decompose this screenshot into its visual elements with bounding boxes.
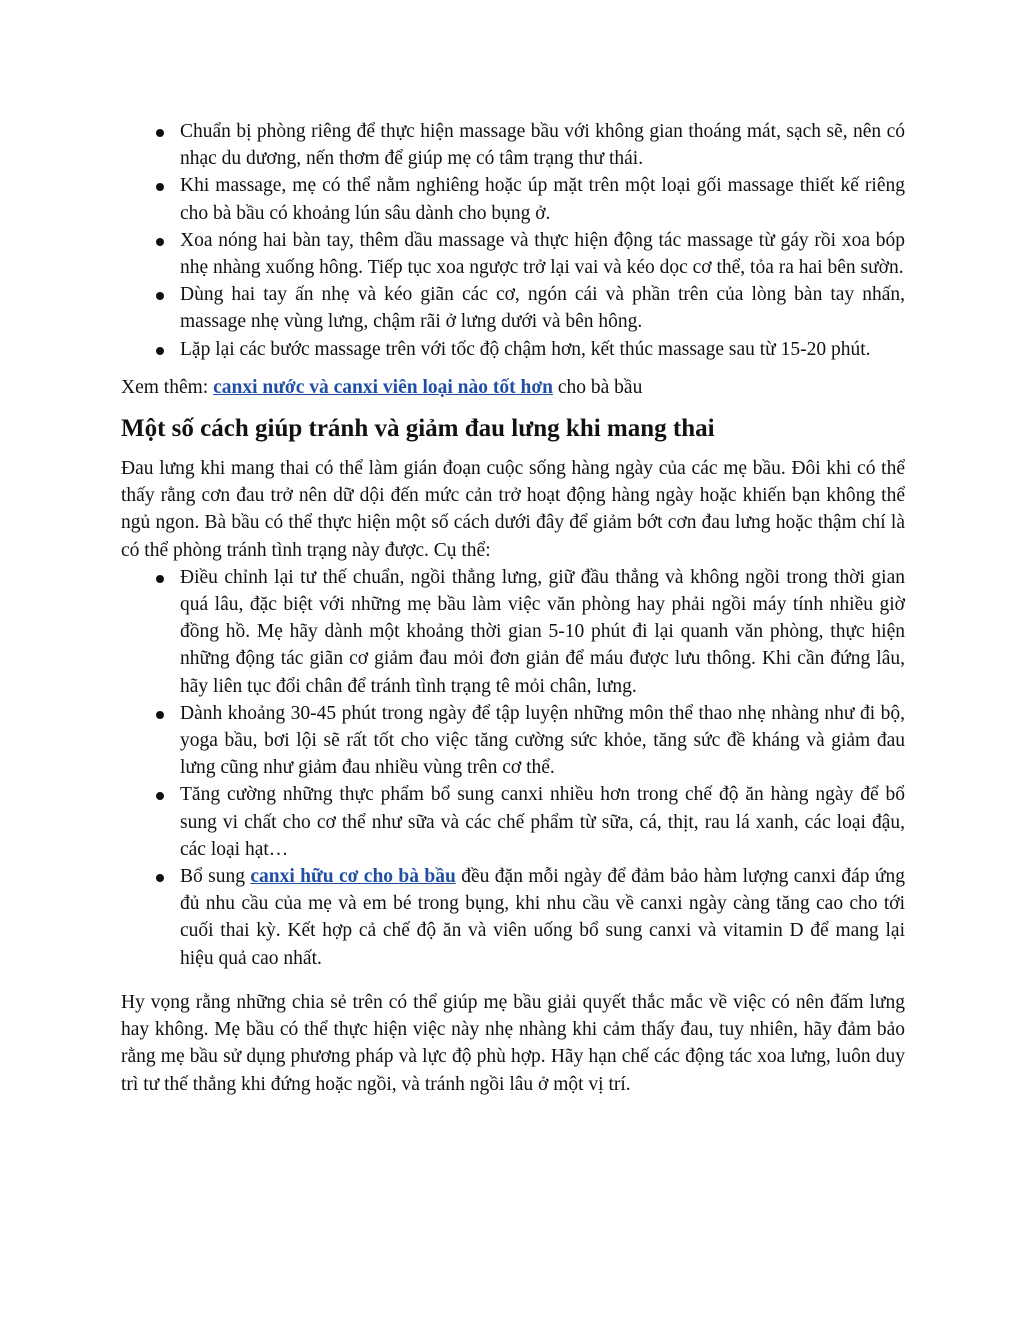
- bullet-icon: [156, 183, 164, 191]
- list-item-text: Dùng hai tay ấn nhẹ và kéo giãn các cơ, ngón cái và phần trên của lòng bàn tay nhấn, massage nhẹ vùng lưng, chậm rãi ở lưng dưới và bên hông.: [180, 284, 905, 333]
- bullet-icon: [156, 792, 164, 800]
- list-item: [121, 227, 905, 281]
- list-item-text: Xoa nóng hai bàn tay, thêm dầu massage và thực hiện động tác massage từ gáy rồi xoa bóp nhẹ nhàng xuống hông. Tiếp tục xoa ngược trở lại vai và kéo dọc cơ thể, tỏa ra hai bên sườn.: [180, 229, 905, 279]
- section-heading: Một số cách giúp tránh và giảm đau lưng khi mang thai: [121, 415, 715, 443]
- bullet-icon: [156, 874, 164, 882]
- conclusion-paragraph: Hy vọng rằng những chia sẻ trên có thể giúp mẹ bầu giải quyết thắc mắc về việc có nên đấm lưng hay không. Mẹ bầu có thể thực hiện việc này nhẹ nhàng khi cảm thấy đau, tuy nhiên, hãy đảm bảo rằng mẹ bầu sử dụng phương pháp và lực độ phù hợp. Hãy hạn chế các động tác xoa lưng, luôn duy trì tư thế thẳng khi đứng hoặc ngồi, và tránh ngồi lâu ở một vị trí.: [121, 991, 905, 1095]
- list-item: [121, 781, 905, 863]
- see-also-suffix: cho bà bầu: [553, 376, 643, 398]
- list-item-text: Chuẩn bị phòng riêng để thực hiện massage bầu với không gian thoáng mát, sạch sẽ, nên có nhạc du dương, nến thơm để giúp mẹ có tâm trạng thư thái.: [180, 121, 905, 170]
- massage-steps-list: [121, 118, 905, 363]
- list-item-text: Điều chỉnh lại tư thế chuẩn, ngồi thẳng lưng, giữ đầu thẳng và không ngồi trong thời gian quá lâu, đặc biệt với những mẹ bầu làm việc văn phòng hay phải ngồi máy tính nhiều giờ đồng hồ. Mẹ hãy dành một khoảng thời gian 5-10 phút đi lại quanh văn phòng, thực hiện những động tác giãn cơ giảm đau mỏi đơn giản để máu được lưu thông. Khi cần đứng lâu, hãy liên tục đổi chân để tránh tình trạng tê mỏi chân, lưng.: [180, 566, 905, 697]
- organic-calcium-link[interactable]: canxi hữu cơ cho bà bầu: [250, 866, 456, 888]
- calcium-comparison-link[interactable]: canxi nước và canxi viên loại nào tốt hơn: [213, 376, 553, 398]
- bullet-icon: [156, 292, 164, 300]
- list-item: [121, 863, 905, 972]
- bullet-icon: [156, 129, 164, 137]
- list-item-text: Dành khoảng 30-45 phút trong ngày để tập luyện những môn thể thao nhẹ nhàng như đi bộ, yoga bầu, bơi lội sẽ rất tốt cho việc tăng cường sức khỏe, tăng sức đề kháng và giảm đau lưng cũng như giảm đau nhiều vùng trên cơ thể.: [180, 702, 905, 779]
- list-item: [121, 336, 905, 363]
- bullet-icon: [156, 238, 164, 246]
- bullet-icon: [156, 347, 164, 355]
- list-item-text: Khi massage, mẹ có thể nằm nghiêng hoặc úp mặt trên một loại gối massage thiết kế riêng cho bà bầu có khoảng lún sâu dành cho bụng ở.: [180, 175, 905, 224]
- document-page: [121, 118, 905, 1098]
- list-item-text: Tăng cường những thực phẩm bổ sung canxi nhiều hơn trong chế độ ăn hàng ngày để bổ sung vi chất cho cơ thể như sữa và các chế phẩm từ sữa, cá, thịt, rau lá xanh, các loại đậu, các loại hạt…: [180, 784, 905, 860]
- list-item: [121, 564, 905, 700]
- list-item-prefix: Bổ sung: [180, 866, 251, 888]
- back-pain-tips-list: [121, 564, 905, 972]
- see-also-line: [121, 374, 905, 401]
- list-item: [121, 281, 905, 335]
- list-item-text: Lặp lại các bước massage trên với tốc độ chậm hơn, kết thúc massage sau từ 15-20 phút.: [180, 338, 871, 360]
- list-item: [121, 700, 905, 782]
- bullet-icon: [156, 575, 164, 583]
- intro-paragraph: Đau lưng khi mang thai có thể làm gián đoạn cuộc sống hàng ngày của các mẹ bầu. Đôi khi có thể thấy rằng cơn đau trở nên dữ dội đến mức cản trở hoạt động hàng ngày hoặc khiến bạn không thể ngủ ngon. Bà bầu có thể thực hiện một số cách dưới đây để giảm bớt cơn đau lưng hoặc thậm chí là có thể phòng tránh tình trạng này được. Cụ thể:: [121, 458, 905, 561]
- bullet-icon: [156, 711, 164, 719]
- see-also-prefix: Xem thêm:: [121, 376, 214, 398]
- list-item: [121, 118, 905, 172]
- list-item-suffix: đều đặn mỗi ngày để đảm bảo hàm lượng canxi đáp ứng đủ nhu cầu của mẹ và em bé trong bụng, khi nhu cầu về canxi ngày càng tăng cao cho tới cuối thai kỳ. Kết hợp cả chế độ ăn và viên uống bổ sung canxi và vitamin D để mang lại hiệu quả cao nhất.: [180, 866, 905, 969]
- list-item: [121, 172, 905, 226]
